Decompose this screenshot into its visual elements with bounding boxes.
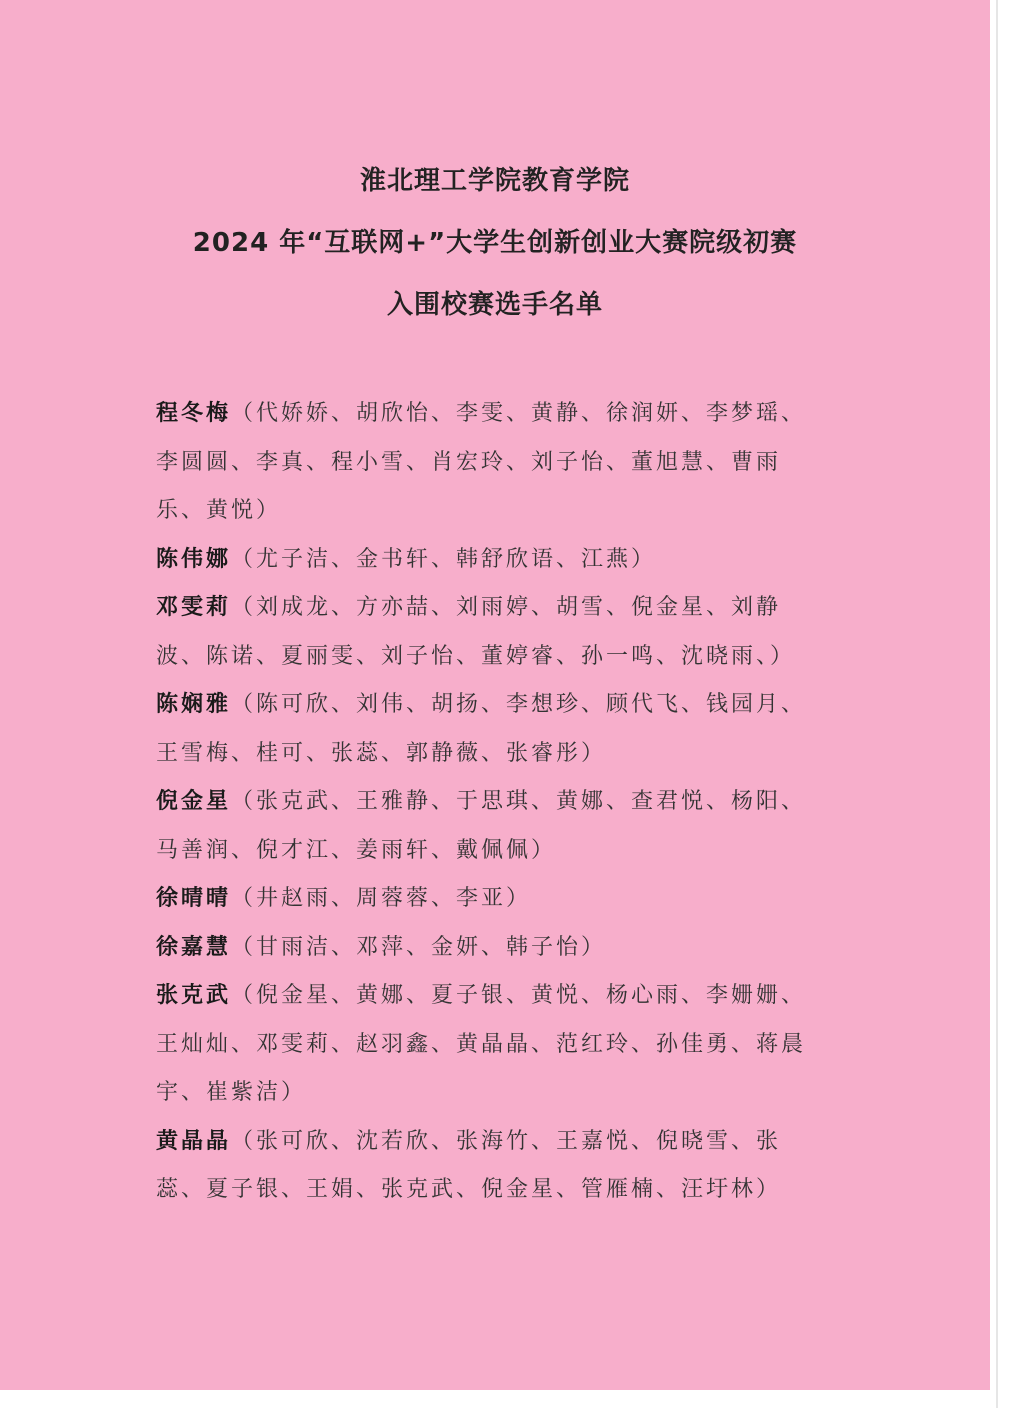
team-entry bbox=[156, 972, 826, 1118]
team-entry bbox=[156, 536, 826, 585]
team-leader: 陈娴雅 bbox=[156, 692, 232, 717]
team-members: （井赵雨、周蓉蓉、李亚） bbox=[231, 886, 532, 911]
team-entry bbox=[156, 584, 826, 681]
team-members: （尤子洁、金书轩、韩舒欣语、江燕） bbox=[231, 546, 657, 572]
team-entry bbox=[156, 681, 826, 778]
team-leader: 张克武 bbox=[156, 983, 232, 1008]
team-entry bbox=[156, 875, 826, 924]
team-list bbox=[156, 390, 826, 1215]
scan-edge-divider bbox=[996, 0, 998, 1408]
team-members: （代娇娇、胡欣怡、李雯、黄静、徐润妍、李梦瑶、李圆圆、李真、程小雪、肖宏玲、刘子怡、董旭慧、曹雨乐、黄悦） bbox=[156, 401, 807, 523]
team-leader: 程冬梅 bbox=[156, 401, 232, 426]
team-members: （陈可欣、刘伟、胡扬、李想珍、顾代飞、钱园月、王雪梅、桂可、张蕊、郭静薇、张睿彤） bbox=[156, 692, 807, 766]
document-title-school: 淮北理工学院教育学院 bbox=[359, 166, 630, 196]
team-leader: 陈伟娜 bbox=[156, 546, 232, 572]
document-title-competition: 2024 年“互联网+”大学生创新创业大赛院级初赛 bbox=[192, 228, 798, 258]
team-leader: 徐晴晴 bbox=[156, 886, 232, 911]
team-entry bbox=[156, 778, 826, 875]
document-title-list: 入围校赛选手名单 bbox=[386, 290, 603, 320]
team-entry bbox=[156, 924, 826, 973]
team-members: （张可欣、沈若欣、张海竹、王嘉悦、倪晓雪、张蕊、夏子银、王娟、张克武、倪金星、管雁楠、汪圩林） bbox=[156, 1128, 782, 1202]
team-entry bbox=[156, 390, 826, 536]
team-members: （倪金星、黄娜、夏子银、黄悦、杨心雨、李姗姗、王灿灿、邓雯莉、赵羽鑫、黄晶晶、范红玲、孙佳勇、蒋晨宇、崔紫洁） bbox=[156, 983, 807, 1105]
team-leader: 邓雯莉 bbox=[156, 595, 232, 620]
team-leader: 倪金星 bbox=[156, 789, 232, 814]
team-leader: 徐嘉慧 bbox=[156, 934, 232, 960]
team-entry bbox=[156, 1118, 826, 1215]
team-members: （刘成龙、方亦喆、刘雨婷、胡雪、倪金星、刘静波、陈诺、夏丽雯、刘子怡、董婷睿、孙一鸣、沈晓雨、） bbox=[156, 595, 796, 669]
team-members: （张克武、王雅静、于思琪、黄娜、查君悦、杨阳、马善润、倪才江、姜雨轩、戴佩佩） bbox=[156, 789, 807, 863]
team-leader: 黄晶晶 bbox=[156, 1128, 232, 1154]
team-members: （甘雨洁、邓萍、金妍、韩子怡） bbox=[231, 934, 607, 960]
